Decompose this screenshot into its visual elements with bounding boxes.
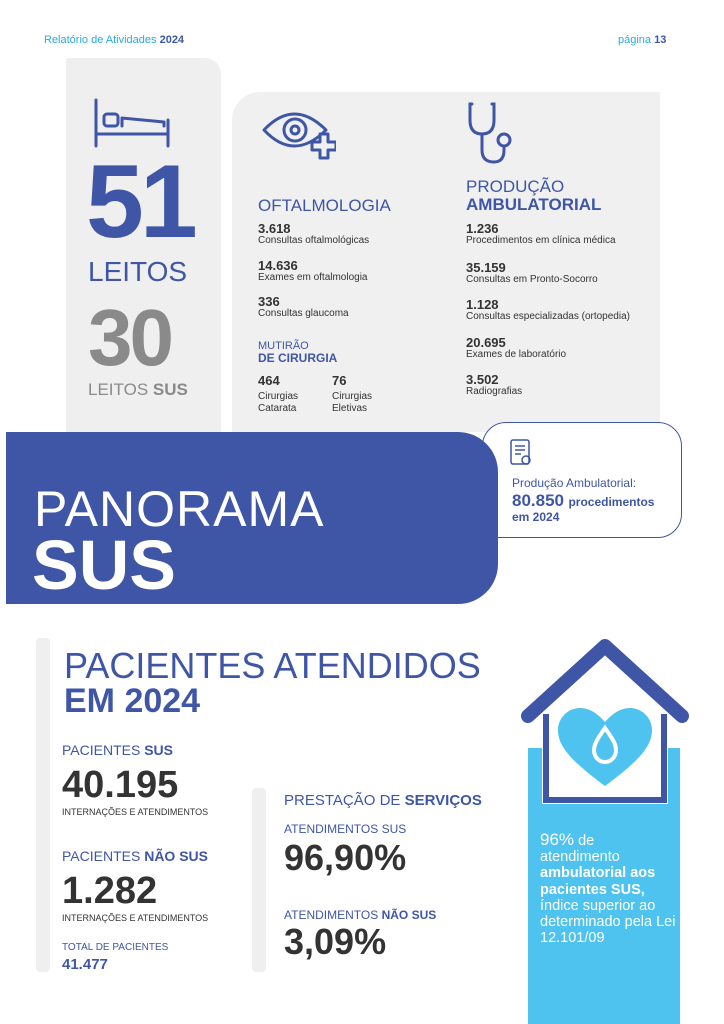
pacientes-subtitle: EM 2024: [64, 682, 201, 720]
oft-item: 336 Consultas glaucoma: [258, 294, 349, 319]
oft-item: 14.636 Exames em oftalmologia: [258, 258, 368, 283]
pacientes-title: PACIENTES ATENDIDOS: [64, 645, 481, 686]
prestacao-title: PRESTAÇÃO DE SERVIÇOS: [284, 792, 482, 809]
producao-total-text: Produção Ambulatorial: 80.850 procedimentos em 2024: [512, 476, 655, 525]
prod-item: 3.502 Radiografias: [466, 372, 523, 397]
pacientes-sus-caption: INTERNAÇÕES E ATENDIMENTOS: [62, 807, 209, 817]
producao-title: PRODUÇÃO AMBULATORIAL: [466, 177, 602, 214]
mutirao-item: 76 Cirurgias Eletivas: [332, 373, 373, 414]
eye-plus-icon: [260, 104, 336, 166]
divider-bar: [36, 638, 50, 972]
pacientes-nao-sus-caption: INTERNAÇÕES E ATENDIMENTOS: [62, 913, 209, 923]
oftalmologia-title: OFTALMOLOGIA: [258, 196, 391, 215]
highlight-text: 96% de atendimento ambulatorial aos pacientes SUS, índice superior ao determinado pela Lei 12.101/09: [540, 830, 676, 947]
atend-nao-sus-label: ATENDIMENTOS NÃO SUS: [284, 908, 437, 922]
document-icon: [508, 438, 534, 468]
page-number: página 13: [618, 34, 667, 46]
prod-item: 1.236 Procedimentos em clínica médica: [466, 221, 616, 246]
atend-sus-label: ATENDIMENTOS SUS: [284, 822, 407, 836]
atend-nao-sus-value: 3,09%: [284, 921, 387, 962]
pacientes-nao-sus-label: PACIENTES NÃO SUS: [62, 848, 208, 864]
mutirao-item: 464 Cirurgias Catarata: [258, 373, 299, 414]
total-pacientes-label: TOTAL DE PACIENTES: [62, 942, 169, 953]
prod-item: 20.695 Exames de laboratório: [466, 335, 567, 360]
banner-title-line2: SUS: [32, 526, 176, 604]
pacientes-nao-sus-value: 1.282: [62, 870, 158, 912]
prod-item: 35.159 Consultas em Pronto-Socorro: [466, 260, 598, 285]
pacientes-sus-label: PACIENTES SUS: [62, 742, 173, 758]
divider-bar: [252, 788, 266, 972]
stethoscope-icon: [466, 100, 518, 166]
oft-item: 3.618 Consultas oftalmológicas: [258, 221, 370, 246]
prod-item: 1.128 Consultas especializadas (ortopedia): [466, 297, 630, 322]
atend-sus-value: 96,90%: [284, 837, 407, 878]
leitos-sus-label: LEITOS SUS: [88, 380, 188, 399]
house-heart-icon: [520, 636, 690, 806]
report-title: Relatório de Atividades 2024: [44, 34, 185, 46]
bed-icon: [92, 96, 172, 150]
leitos-total-label: LEITOS: [88, 256, 188, 287]
banner-title-line1: PANORAMA: [34, 481, 325, 537]
leitos-sus: 30: [88, 293, 171, 382]
pacientes-sus-value: 40.195: [62, 764, 179, 806]
total-pacientes-value: 41.477: [62, 956, 108, 973]
leitos-total: 51: [86, 144, 194, 260]
mutirao-title: MUTIRÃO DE CIRURGIA: [258, 340, 338, 366]
